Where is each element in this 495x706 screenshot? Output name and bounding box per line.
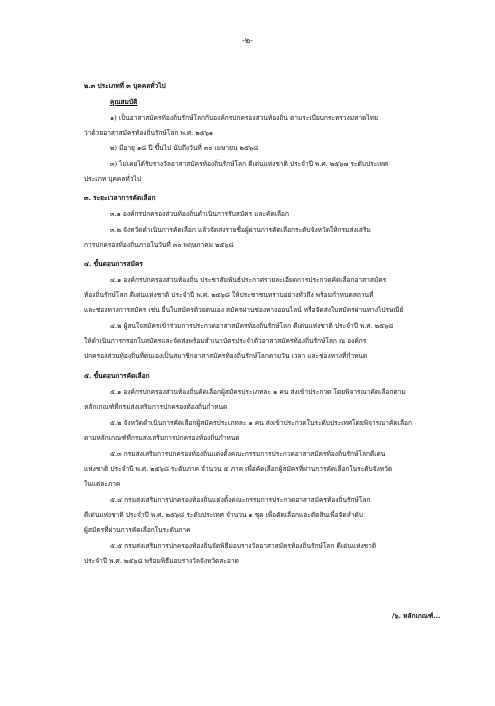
section-4-2-line-2: ให้ดำเนินการกรอกใบสมัครและจัดส่งพร้อมสำเนาบัตรประจำตัวอาสาสมัครท้องถิ่นรักษ์โลก ณ องค์กร <box>84 337 367 345</box>
qualification-3-line-2: ประเภท บุคคลทั่วไป <box>84 175 141 183</box>
section-5-4-line-3: ผู้สมัครที่ผ่านการคัดเลือกในระดับภาค <box>84 526 191 534</box>
section-5-5-line-2: ประจำปี พ.ศ. ๒๕๖๘ พร้อมพิธีมอบรางวัลจังหวัดสะอาด <box>84 557 239 565</box>
qualification-title: คุณสมบัติ <box>110 98 138 106</box>
section-4-2-line-1: ๔.๒ ผู้สนใจสมัครเข้าร่วมการประกวดอาสาสมัครท้องถิ่นรักษ์โลก ดีเด่นแห่งชาติ ประจำปี พ.ศ. ๒๕๖๘ <box>110 322 394 330</box>
section-3-1: ๓.๑ องค์กรปกครองส่วนท้องถิ่นดำเนินการรับสมัคร และคัดเลือก <box>110 210 289 218</box>
section-5-1-line-2: หลักเกณฑ์ที่กรมส่งเสริมการปกครองท้องถิ่นกำหนด <box>84 403 228 411</box>
qualification-2: ๒) มีอายุ ๑๘ ปี ขึ้นไป นับถึงวันที่ ๓๐ เมษายน ๒๕๖๘ <box>110 144 259 152</box>
section-3-2-line-1: ๓.๒ จังหวัดดำเนินการคัดเลือก แล้วจัดส่งรายชื่อผู้ผ่านการคัดเลือกระดับจังหวัดให้กรมส่งเสริม <box>110 226 371 234</box>
section-4-1-line-2: ท้องถิ่นรักษ์โลก ดีเด่นแห่งชาติ ประจำปี พ.ศ. ๒๕๖๘ ให้ประชาชนทราบอย่างทั่วถึง พร้อมกำหนดสถานที่ <box>84 291 374 299</box>
section-5-3-line-3: ในแต่ละภาค <box>84 480 121 488</box>
section-5-5-line-1: ๕.๕ กรมส่งเสริมการปกครองท้องถิ่นจัดพิธีมอบรางวัลอาสาสมัครท้องถิ่นรักษ์โลก ดีเด่นแห่งชาติ <box>110 542 377 550</box>
section-5-2-line-1: ๕.๒ จังหวัดดำเนินการคัดเลือกผู้สมัครประเภทละ ๑ คน ส่งเข้าประกวดในระดับประเทศโดยพิจารณาคัดเลือก <box>110 419 412 427</box>
section-5-3-line-2: แห่งชาติ ประจำปี พ.ศ. ๒๕๖๘ ระดับภาค จำนวน ๕ ภาค เพื่อคัดเลือกผู้สมัครที่ผ่านการคัดเลือกในระดับจังหวัด <box>84 465 393 473</box>
section-4-1-line-3: และช่องทางการสมัคร เช่น ยื่นใบสมัครด้วยตนเอง สมัครผ่านช่องทางออนไลน์ หรือจัดส่งใบสมัครผ่านทางไปรษณีย์ <box>84 306 404 314</box>
page-number: -๒- <box>242 36 253 45</box>
section-3-2-line-2: การปกครองท้องถิ่นภายในวันที่ ๓๐ พฤษภาคม ๒๕๖๘ <box>84 241 234 249</box>
section-5-title: ๕. ขั้นตอนการคัดเลือก <box>84 372 150 380</box>
section-3-title: ๓. ระยะเวลาการคัดเลือก <box>84 194 156 202</box>
section-2-3-title: ๒.๓ ประเภทที่ ๓ บุคคลทั่วไป <box>84 82 166 90</box>
section-5-1-line-1: ๕.๑ องค์กรปกครองส่วนท้องถิ่นคัดเลือกผู้สมัครประเภทละ ๑ คน ส่งเข้าประกวด โดยพิจารณาคัดเลือกตาม <box>110 388 406 396</box>
section-5-4-line-2: ดีเด่นแห่งชาติ ประจำปี พ.ศ. ๒๕๖๘ ระดับประเทศ จำนวน ๑ ชุด เพื่อคัดเลือกและตัดสินเพื่อจัดลำดับ <box>84 511 363 519</box>
section-4-2-line-3: ปกครองส่วนท้องถิ่นที่ตนเองเป็นสมาชิกอาสาสมัครท้องถิ่นรักษ์โลกตามวัน เวลา และช่องทางที่กำหนด <box>84 352 368 360</box>
section-5-4-line-1: ๕.๔ กรมส่งเสริมการปกครองท้องถิ่นแต่งตั้งคณะกรรมการประกวดอาสาสมัครท้องถิ่นรักษ์โลก <box>110 496 371 504</box>
section-4-1-line-1: ๔.๑ องค์กรปกครองส่วนท้องถิ่น ประชาสัมพันธ์ประกาศรายละเอียดการประกวดคัดเลือกอาสาสมัคร <box>110 276 387 284</box>
section-4-title: ๔. ขั้นตอนการสมัคร <box>84 260 143 268</box>
section-5-2-line-2: ตามหลักเกณฑ์ที่กรมส่งเสริมการปกครองท้องถิ่นกำหนด <box>84 434 240 442</box>
next-page-continuation: /๖. หลักเกณฑ์... <box>392 612 441 620</box>
qualification-3-line-1: ๓) ไม่เคยได้รับรางวัลอาสาสมัครท้องถิ่นรักษ์โลก ดีเด่นแห่งชาติ ประจำปี พ.ศ. ๒๕๖๗ ระดับประเทศ <box>110 160 389 168</box>
qualification-1-line-2: ว่าด้วยอาสาสมัครท้องถิ่นรักษ์โลก พ.ศ. ๒๕๖๑ <box>84 129 214 137</box>
qualification-1-line-1: ๑) เป็นอาสาสมัครท้องถิ่นรักษ์โลกกับองค์กรปกครองส่วนท้องถิ่น ตามระเบียบกระทรวงมหาดไทย <box>110 114 378 122</box>
section-5-3-line-1: ๕.๓ กรมส่งเสริมการปกครองท้องถิ่นแต่งตั้งคณะกรรมการประกวดอาสาสมัครท้องถิ่นรักษ์โลกดีเด่น <box>110 450 386 458</box>
